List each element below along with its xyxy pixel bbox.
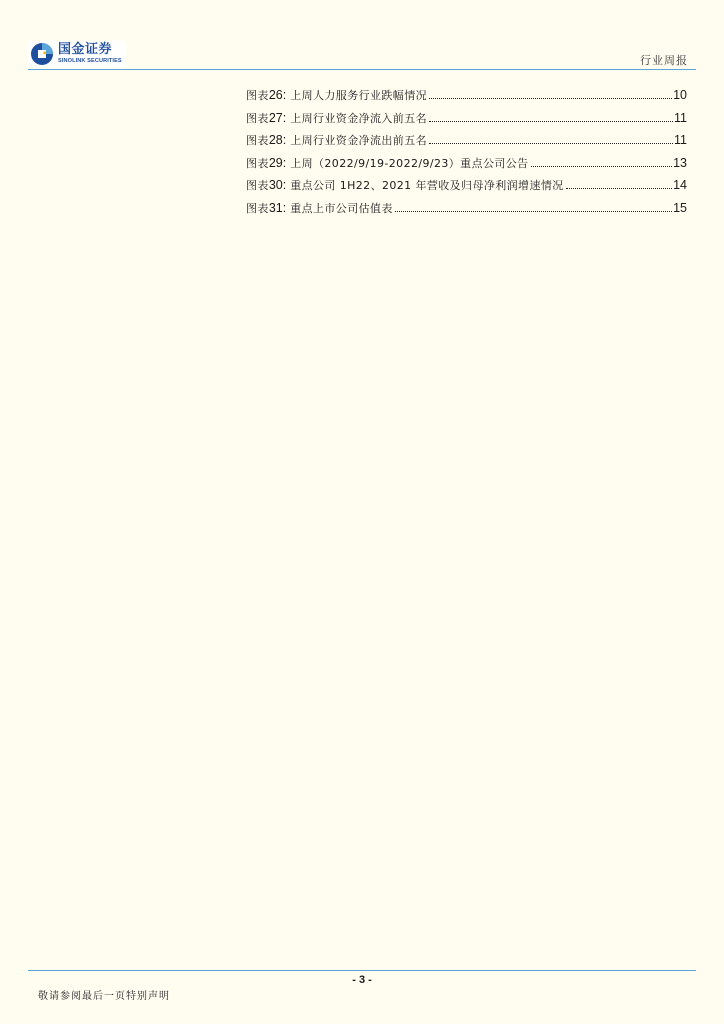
toc-entry[interactable] <box>246 177 687 200</box>
header-divider <box>28 69 696 70</box>
toc-separator: : <box>282 155 287 170</box>
toc-title: 重点上市公司估值表 <box>290 201 393 215</box>
sinolink-logo-icon <box>30 42 54 66</box>
toc-leader-dots <box>429 143 673 144</box>
toc-leader-dots <box>531 166 673 167</box>
toc-title: 重点公司 1H22、2021 年营收及归母净利润增速情况 <box>290 179 564 192</box>
toc-entry[interactable] <box>246 87 687 110</box>
toc-figure-number: 26 <box>268 88 283 102</box>
toc-separator: : <box>282 133 287 147</box>
toc-page-number: 11 <box>674 133 687 147</box>
page-header <box>0 0 724 72</box>
report-type: 行业周报 <box>640 54 688 67</box>
toc-figure-number: 29 <box>268 155 283 170</box>
toc-label: 图表 <box>246 134 269 147</box>
toc-leader-dots <box>566 188 672 189</box>
toc-page-number: 14 <box>673 178 687 192</box>
toc-page-number: 11 <box>674 110 687 125</box>
toc-label: 图表 <box>246 89 269 102</box>
toc-figure-number: 31 <box>268 200 283 215</box>
toc-page-number: 10 <box>673 88 687 102</box>
toc-label: 图表 <box>246 111 269 125</box>
toc-separator: : <box>282 178 287 192</box>
company-logo <box>28 41 126 67</box>
toc-label: 图表 <box>246 201 269 215</box>
toc-title: 上周（2022/9/19-2022/9/23）重点公司公告 <box>290 156 529 170</box>
toc-title: 上周行业资金净流入前五名 <box>290 111 428 125</box>
toc-separator: : <box>282 88 287 102</box>
toc-separator: : <box>282 200 287 215</box>
footer-disclaimer: 敬请参阅最后一页特别声明 <box>38 991 170 1002</box>
toc-separator: : <box>282 110 287 125</box>
toc-label: 图表 <box>246 179 269 192</box>
figure-table-of-contents <box>246 87 687 222</box>
toc-title: 上周行业资金净流出前五名 <box>290 134 428 147</box>
toc-title: 上周人力服务行业跌幅情况 <box>290 89 428 102</box>
logo-en-text: SINOLINK SECURITIES <box>58 58 122 65</box>
toc-label: 图表 <box>246 156 269 170</box>
toc-entry[interactable] <box>246 110 687 133</box>
page-number: - 3 - <box>352 974 372 986</box>
toc-figure-number: 27 <box>268 110 283 125</box>
toc-entry[interactable] <box>246 200 687 223</box>
footer-divider <box>28 970 696 971</box>
toc-leader-dots <box>429 121 673 122</box>
toc-figure-number: 30 <box>268 178 283 192</box>
toc-entry[interactable] <box>246 132 687 155</box>
toc-figure-number: 28 <box>268 133 283 147</box>
toc-page-number: 15 <box>673 200 687 215</box>
toc-page-number: 13 <box>673 155 687 170</box>
toc-leader-dots <box>395 211 672 212</box>
logo-cn-text: 国金证券 <box>58 42 113 58</box>
toc-entry[interactable] <box>246 155 687 178</box>
toc-leader-dots <box>429 98 672 99</box>
